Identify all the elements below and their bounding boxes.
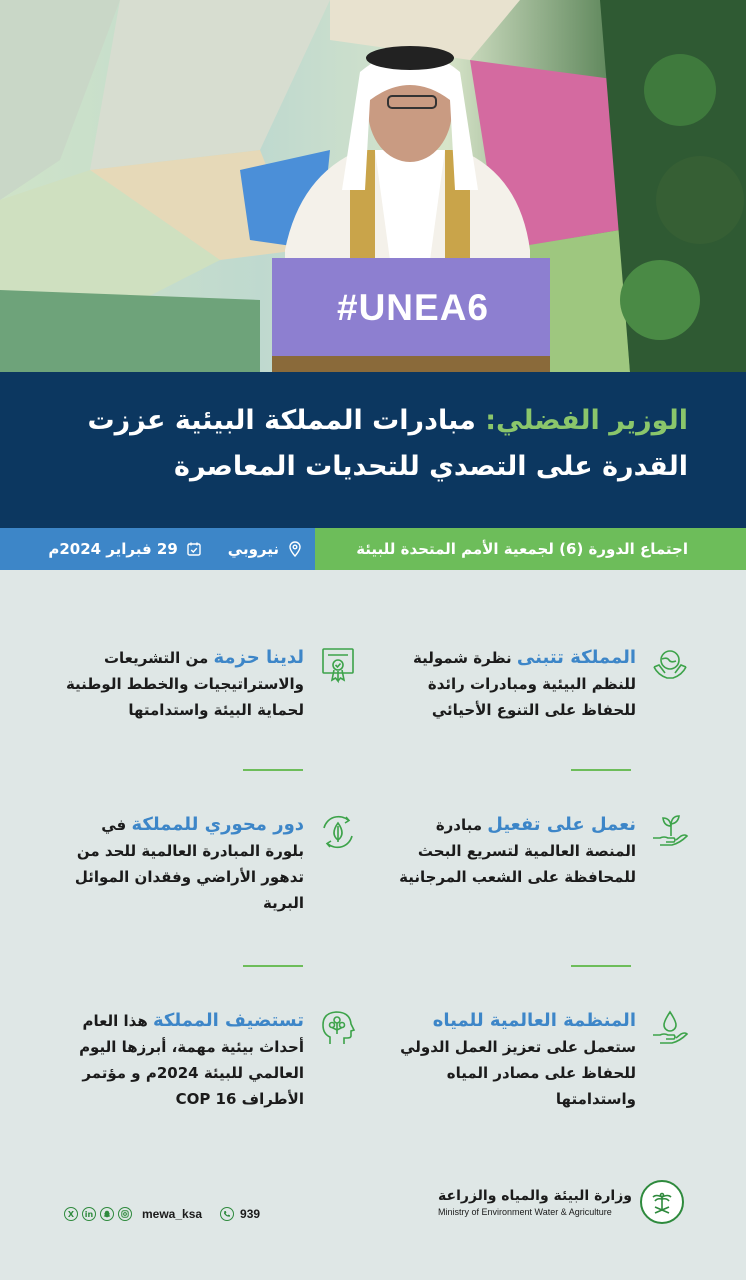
point-2-lead: لدينا حزمة	[213, 647, 304, 668]
point-6-text: هذا العام أحداث بيئية مهمة، أبرزها اليوم العالمي للبيئة 2024م و مؤتمر الأطراف COP 16	[79, 1012, 304, 1108]
point-3-lead: نعمل على تفعيل	[487, 814, 636, 835]
phone-icon	[220, 1207, 234, 1221]
point-item-3	[400, 812, 690, 922]
hand-water-drop-icon	[650, 1008, 690, 1048]
divider	[571, 769, 631, 771]
ministry-logo-icon	[640, 1180, 684, 1224]
certificate-icon	[318, 645, 358, 685]
point-3-text: مبادرة المنصة العالمية لتسريع البحث للمحافظة على الشعب المرجانية	[399, 816, 636, 886]
divider	[243, 965, 303, 967]
ministry-brand	[424, 1180, 684, 1224]
point-item-4	[68, 812, 358, 922]
point-item-2	[65, 645, 358, 735]
title-highlight: الوزير الفضلي:	[485, 405, 688, 436]
head-tree-icon	[318, 1008, 358, 1048]
hand-plant-icon	[650, 812, 690, 852]
instagram-icon[interactable]	[118, 1207, 132, 1221]
linkedin-icon[interactable]: in	[82, 1207, 96, 1221]
point-2-text: من التشريعات والاستراتيجيات والخطط الوطنية لحماية البيئة واستدامتها	[65, 649, 304, 719]
phone-contact[interactable]	[220, 1207, 260, 1221]
point-4-text: في بلورة المبادرة العالمية للحد من تدهور الأراضي وفقدان الموائل البرية	[74, 816, 304, 912]
ministry-names	[438, 1186, 632, 1218]
title-line2: القدرة على التصدي للتحديات المعاصرة	[174, 451, 688, 482]
point-5-text: ستعمل على تعزيز العمل الدولي للحفاظ على مصادر المياه واستدامتها	[400, 1038, 636, 1108]
podium-sign: #UNEA6	[337, 287, 489, 328]
point-1-lead: المملكة تتبنى	[516, 647, 636, 668]
event-location: نيروبي	[227, 540, 279, 558]
event-meta	[0, 528, 315, 570]
point-4-lead: دور محوري للمملكة	[131, 814, 304, 835]
map-pin-icon	[287, 541, 303, 557]
point-6-lead: تستضيف المملكة	[152, 1010, 304, 1031]
ministry-name-en: Ministry of Environment Water & Agriculture	[438, 1207, 612, 1217]
divider	[243, 769, 303, 771]
page-title	[48, 398, 688, 490]
globe-hands-icon	[650, 645, 690, 685]
divider	[571, 965, 631, 967]
x-icon[interactable]: X	[64, 1207, 78, 1221]
point-5-lead: المنظمة العالمية للمياه	[432, 1010, 636, 1031]
info-bar	[0, 528, 746, 570]
ministry-name-ar: وزارة البيئة والمياه والزراعة	[438, 1188, 632, 1204]
calendar-check-icon	[186, 541, 202, 557]
point-item-1	[400, 645, 690, 735]
hero-photo	[0, 0, 746, 372]
point-1-text: نظرة شمولية للنظم البيئية ومبادرات رائدة للحفاظ على التنوع الأحيائي	[412, 649, 636, 719]
event-date: 29 فبراير 2024م	[48, 540, 178, 558]
snapchat-icon[interactable]	[100, 1207, 114, 1221]
leaf-recycle-icon	[318, 812, 358, 852]
title-line1: مبادرات المملكة البيئية عززت	[87, 405, 476, 436]
phone-number: 939	[240, 1207, 261, 1221]
point-item-5	[400, 1008, 690, 1118]
event-name: اجتماع الدورة (6) لجمعية الأمم المتحدة للبيئة	[315, 528, 746, 570]
social-links	[64, 1204, 260, 1224]
social-handle[interactable]: mewa_ksa	[142, 1207, 203, 1221]
point-item-6	[68, 1008, 358, 1118]
